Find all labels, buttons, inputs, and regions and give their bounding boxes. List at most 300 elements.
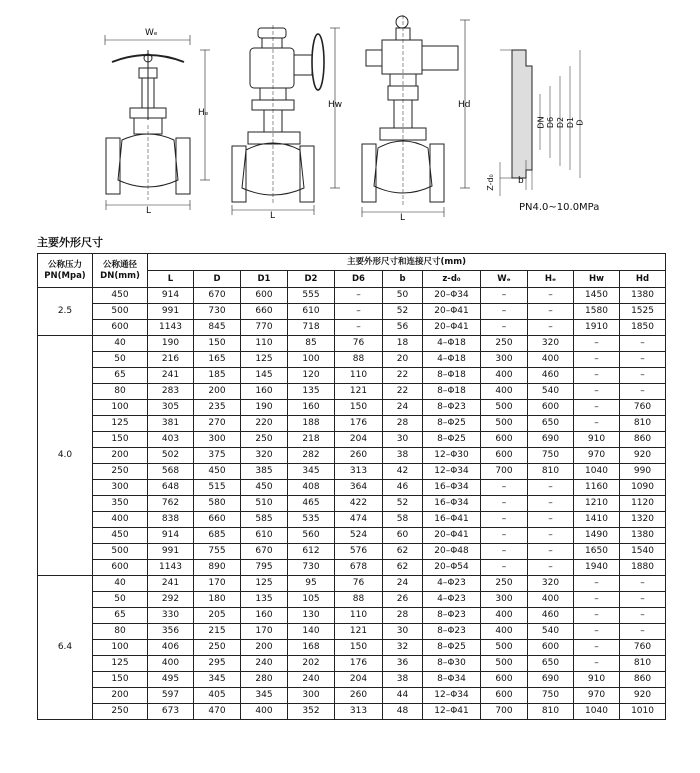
dim-dn-label: DN: [536, 116, 546, 129]
table-cell: 760: [620, 400, 666, 416]
table-cell: 38: [383, 672, 423, 688]
table-cell: 1450: [574, 288, 620, 304]
column-header: D1: [241, 271, 288, 288]
table-cell: 100: [288, 352, 335, 368]
table-cell: 235: [194, 400, 241, 416]
table-cell: 176: [335, 656, 383, 672]
table-cell: 188: [288, 416, 335, 432]
table-cell: 991: [148, 544, 194, 560]
table-row: [38, 624, 666, 640]
table-cell: –: [574, 656, 620, 672]
table-cell: –: [528, 480, 574, 496]
table-cell: 160: [241, 384, 288, 400]
table-cell: 300: [194, 432, 241, 448]
table-cell: 406: [148, 640, 194, 656]
table-cell: 50: [383, 288, 423, 304]
table-cell: –: [481, 320, 528, 336]
dim-d1-label: D1: [566, 116, 576, 129]
table-cell: 760: [620, 640, 666, 656]
column-header: D6: [335, 271, 383, 288]
table-cell: 690: [528, 432, 574, 448]
table-row: [38, 288, 666, 304]
header-group: 主要外形尺寸和连接尺寸(mm): [148, 254, 666, 271]
table-cell: –: [574, 608, 620, 624]
table-cell: 810: [528, 464, 574, 480]
table-cell: 555: [288, 288, 335, 304]
table-cell: 4–Φ18: [423, 352, 481, 368]
table-cell: 22: [383, 384, 423, 400]
table-cell: 216: [148, 352, 194, 368]
table-cell: 597: [148, 688, 194, 704]
pressure-cell: 4.0: [38, 336, 93, 576]
table-cell: –: [481, 480, 528, 496]
table-cell: 920: [620, 448, 666, 464]
table-cell: 673: [148, 704, 194, 720]
table-row: [38, 688, 666, 704]
table-cell: 300: [481, 352, 528, 368]
table-cell: 76: [335, 336, 383, 352]
table-cell: 600: [528, 640, 574, 656]
table-cell: 890: [194, 560, 241, 576]
table-cell: 500: [481, 640, 528, 656]
table-cell: 600: [93, 560, 148, 576]
dim-d6-label: D6: [546, 116, 556, 129]
table-cell: 500: [481, 656, 528, 672]
table-cell: 1910: [574, 320, 620, 336]
electric-valve-drawing: [362, 15, 470, 217]
table-cell: 40: [93, 336, 148, 352]
table-cell: 576: [335, 544, 383, 560]
table-cell: 292: [148, 592, 194, 608]
table-cell: 1410: [574, 512, 620, 528]
table-row: [38, 352, 666, 368]
table-cell: 110: [335, 368, 383, 384]
table-cell: 12–Φ30: [423, 448, 481, 464]
table-cell: 1120: [620, 496, 666, 512]
table-cell: –: [574, 576, 620, 592]
table-cell: 150: [194, 336, 241, 352]
table-cell: 200: [93, 688, 148, 704]
table-row: [38, 400, 666, 416]
table-cell: 8–Φ23: [423, 400, 481, 416]
table-cell: 422: [335, 496, 383, 512]
column-header: z-d₀: [423, 271, 481, 288]
table-cell: 135: [241, 592, 288, 608]
table-cell: 95: [288, 576, 335, 592]
pressure-cell: 2.5: [38, 288, 93, 336]
table-cell: –: [574, 384, 620, 400]
table-cell: 4–Φ23: [423, 576, 481, 592]
table-cell: 718: [288, 320, 335, 336]
table-cell: 650: [528, 416, 574, 432]
table-cell: 474: [335, 512, 383, 528]
table-cell: 300: [288, 688, 335, 704]
table-cell: 1580: [574, 304, 620, 320]
table-cell: –: [528, 496, 574, 512]
table-cell: –: [620, 336, 666, 352]
table-cell: 990: [620, 464, 666, 480]
table-cell: –: [574, 352, 620, 368]
table-cell: 1010: [620, 704, 666, 720]
table-cell: 350: [93, 496, 148, 512]
table-cell: 650: [528, 656, 574, 672]
table-row: [38, 416, 666, 432]
table-cell: 100: [93, 400, 148, 416]
dim-hd-label: Hd: [458, 100, 471, 110]
column-header: L: [148, 271, 194, 288]
table-cell: 400: [148, 656, 194, 672]
table-cell: 612: [288, 544, 335, 560]
table-cell: 320: [528, 336, 574, 352]
table-row: [38, 432, 666, 448]
table-cell: –: [481, 304, 528, 320]
table-cell: 140: [288, 624, 335, 640]
table-cell: 515: [194, 480, 241, 496]
table-cell: 48: [383, 704, 423, 720]
table-cell: 910: [574, 672, 620, 688]
table-cell: 170: [241, 624, 288, 640]
table-cell: –: [574, 416, 620, 432]
table-row: [38, 496, 666, 512]
table-cell: 600: [481, 688, 528, 704]
table-cell: 12–Φ41: [423, 704, 481, 720]
table-cell: 1210: [574, 496, 620, 512]
table-cell: 400: [481, 608, 528, 624]
table-cell: 168: [288, 640, 335, 656]
table-cell: 260: [335, 688, 383, 704]
table-cell: 460: [528, 368, 574, 384]
table-row: [38, 640, 666, 656]
table-cell: 470: [194, 704, 241, 720]
table-cell: 52: [383, 496, 423, 512]
table-cell: 450: [194, 464, 241, 480]
table-row: [38, 544, 666, 560]
table-cell: 165: [194, 352, 241, 368]
column-header: D2: [288, 271, 335, 288]
table-cell: 105: [288, 592, 335, 608]
table-cell: 524: [335, 528, 383, 544]
table-cell: 8–Φ25: [423, 432, 481, 448]
table-cell: 190: [148, 336, 194, 352]
table-cell: –: [574, 624, 620, 640]
table-cell: –: [620, 368, 666, 384]
table-cell: 220: [241, 416, 288, 432]
table-cell: 121: [335, 384, 383, 400]
table-cell: 80: [93, 384, 148, 400]
table-cell: 810: [528, 704, 574, 720]
table-cell: 200: [194, 384, 241, 400]
table-cell: 385: [241, 464, 288, 480]
table-cell: 240: [241, 656, 288, 672]
table-cell: 130: [288, 608, 335, 624]
table-cell: 20–Φ41: [423, 304, 481, 320]
table-cell: –: [528, 288, 574, 304]
table-cell: –: [620, 592, 666, 608]
table-row: [38, 528, 666, 544]
table-cell: 145: [241, 368, 288, 384]
table-row: [38, 320, 666, 336]
table-cell: 648: [148, 480, 194, 496]
table-cell: 8–Φ23: [423, 608, 481, 624]
table-cell: 313: [335, 464, 383, 480]
handwheel-valve-drawing: [105, 35, 210, 210]
table-cell: 85: [288, 336, 335, 352]
table-row: [38, 576, 666, 592]
table-cell: 600: [481, 672, 528, 688]
table-cell: 295: [194, 656, 241, 672]
table-cell: –: [574, 640, 620, 656]
table-cell: 160: [288, 400, 335, 416]
table-cell: 450: [93, 288, 148, 304]
column-header: Hd: [620, 271, 666, 288]
table-cell: 12–Φ34: [423, 464, 481, 480]
table-cell: 678: [335, 560, 383, 576]
table-cell: 30: [383, 624, 423, 640]
table-cell: –: [620, 576, 666, 592]
table-cell: 20: [383, 352, 423, 368]
table-cell: 280: [241, 672, 288, 688]
table-cell: 762: [148, 496, 194, 512]
table-cell: 755: [194, 544, 241, 560]
table-cell: 241: [148, 368, 194, 384]
table-cell: 313: [335, 704, 383, 720]
table-cell: 8–Φ23: [423, 624, 481, 640]
table-cell: –: [574, 592, 620, 608]
table-row: [38, 384, 666, 400]
dim-l-label-3: L: [400, 213, 406, 223]
table-cell: 40: [93, 576, 148, 592]
table-cell: 26: [383, 592, 423, 608]
table-cell: 690: [528, 672, 574, 688]
dim-d2-label: D2: [556, 116, 566, 129]
table-cell: –: [574, 368, 620, 384]
table-row: [38, 512, 666, 528]
column-header: D: [194, 271, 241, 288]
table-cell: 1380: [620, 288, 666, 304]
table-cell: 991: [148, 304, 194, 320]
table-cell: 500: [481, 400, 528, 416]
table-cell: 52: [383, 304, 423, 320]
table-cell: –: [481, 496, 528, 512]
table-cell: 185: [194, 368, 241, 384]
table-cell: 20–Φ34: [423, 288, 481, 304]
table-cell: 540: [528, 384, 574, 400]
table-cell: 1650: [574, 544, 620, 560]
table-cell: 56: [383, 320, 423, 336]
dim-d-label: D: [575, 119, 585, 126]
table-cell: 150: [93, 432, 148, 448]
table-cell: 400: [528, 592, 574, 608]
table-cell: 730: [194, 304, 241, 320]
table-cell: 65: [93, 608, 148, 624]
table-cell: 400: [481, 384, 528, 400]
table-cell: 400: [481, 624, 528, 640]
table-cell: 38: [383, 448, 423, 464]
table-cell: 24: [383, 400, 423, 416]
table-cell: 330: [148, 608, 194, 624]
table-cell: 42: [383, 464, 423, 480]
table-cell: 4–Φ23: [423, 592, 481, 608]
table-cell: 44: [383, 688, 423, 704]
table-cell: 20–Φ48: [423, 544, 481, 560]
table-cell: 1850: [620, 320, 666, 336]
table-cell: 405: [194, 688, 241, 704]
table-cell: 535: [288, 512, 335, 528]
table-cell: 568: [148, 464, 194, 480]
table-cell: 204: [335, 672, 383, 688]
table-row: [38, 464, 666, 480]
table-cell: 12–Φ34: [423, 688, 481, 704]
table-cell: 495: [148, 672, 194, 688]
table-cell: 16–Φ41: [423, 512, 481, 528]
table-cell: 345: [241, 688, 288, 704]
header-pn: 公称压力 PN(Mpa): [38, 254, 93, 288]
table-cell: 8–Φ30: [423, 656, 481, 672]
header-dn: 公称通径 DN(mm): [93, 254, 148, 288]
table-cell: 320: [528, 576, 574, 592]
table-cell: 1525: [620, 304, 666, 320]
table-cell: 580: [194, 496, 241, 512]
table-cell: 28: [383, 608, 423, 624]
table-cell: 970: [574, 448, 620, 464]
table-cell: 400: [241, 704, 288, 720]
table-cell: 240: [288, 672, 335, 688]
table-cell: –: [335, 320, 383, 336]
table-cell: 403: [148, 432, 194, 448]
table-cell: 750: [528, 688, 574, 704]
table-cell: 356: [148, 624, 194, 640]
table-cell: 910: [574, 432, 620, 448]
table-cell: 670: [194, 288, 241, 304]
table-cell: 305: [148, 400, 194, 416]
table-cell: 18: [383, 336, 423, 352]
table-cell: 600: [481, 448, 528, 464]
table-cell: 125: [241, 576, 288, 592]
table-cell: 730: [288, 560, 335, 576]
table-cell: 28: [383, 416, 423, 432]
table-cell: 215: [194, 624, 241, 640]
table-cell: 845: [194, 320, 241, 336]
valve-drawings: [0, 0, 700, 230]
table-cell: 540: [528, 624, 574, 640]
table-cell: –: [335, 304, 383, 320]
table-cell: 30: [383, 432, 423, 448]
table-cell: 400: [528, 352, 574, 368]
table-cell: 200: [93, 448, 148, 464]
table-cell: 20–Φ41: [423, 528, 481, 544]
table-cell: 16–Φ34: [423, 480, 481, 496]
table-cell: 100: [93, 640, 148, 656]
table-cell: 46: [383, 480, 423, 496]
table-cell: 36: [383, 656, 423, 672]
table-cell: –: [481, 512, 528, 528]
table-cell: 250: [93, 464, 148, 480]
table-cell: 8–Φ25: [423, 640, 481, 656]
table-cell: 160: [241, 608, 288, 624]
table-cell: 110: [335, 608, 383, 624]
dim-l-label-1: L: [146, 206, 152, 216]
table-cell: 660: [194, 512, 241, 528]
table-cell: 205: [194, 608, 241, 624]
table-cell: 345: [288, 464, 335, 480]
table-cell: 660: [241, 304, 288, 320]
table-cell: 125: [93, 416, 148, 432]
dim-he-label: Hₑ: [198, 108, 209, 118]
table-cell: –: [528, 528, 574, 544]
table-cell: 1490: [574, 528, 620, 544]
table-cell: 8–Φ18: [423, 368, 481, 384]
table-cell: 460: [528, 608, 574, 624]
column-header: Hₑ: [528, 271, 574, 288]
table-cell: 20–Φ54: [423, 560, 481, 576]
table-row: [38, 656, 666, 672]
table-cell: 500: [93, 304, 148, 320]
table-row: [38, 336, 666, 352]
table-cell: –: [574, 336, 620, 352]
table-cell: 585: [241, 512, 288, 528]
table-cell: 22: [383, 368, 423, 384]
column-header: b: [383, 271, 423, 288]
table-cell: –: [620, 352, 666, 368]
table-cell: 24: [383, 576, 423, 592]
table-cell: 150: [93, 672, 148, 688]
table-body: [38, 288, 666, 720]
valve-drawings-svg: [0, 0, 700, 230]
table-cell: 795: [241, 560, 288, 576]
table-cell: 180: [194, 592, 241, 608]
table-cell: 914: [148, 288, 194, 304]
dim-hw-label: Hw: [328, 100, 343, 110]
table-cell: 120: [288, 368, 335, 384]
table-cell: 190: [241, 400, 288, 416]
table-cell: 381: [148, 416, 194, 432]
table-cell: 320: [241, 448, 288, 464]
table-row: [38, 704, 666, 720]
dimension-table: [37, 253, 666, 720]
table-cell: 400: [93, 512, 148, 528]
table-cell: 465: [288, 496, 335, 512]
table-cell: 810: [620, 416, 666, 432]
table-cell: 65: [93, 368, 148, 384]
table-cell: 770: [241, 320, 288, 336]
table-cell: –: [481, 560, 528, 576]
table-cell: 750: [528, 448, 574, 464]
table-cell: 810: [620, 656, 666, 672]
table-cell: 62: [383, 560, 423, 576]
table-cell: –: [481, 288, 528, 304]
table-cell: 1160: [574, 480, 620, 496]
table-cell: 364: [335, 480, 383, 496]
table-cell: 16–Φ34: [423, 496, 481, 512]
table-cell: 610: [241, 528, 288, 544]
table-cell: 250: [481, 336, 528, 352]
table-cell: 202: [288, 656, 335, 672]
table-cell: 204: [335, 432, 383, 448]
table-cell: 914: [148, 528, 194, 544]
table-cell: –: [574, 400, 620, 416]
table-cell: 500: [93, 544, 148, 560]
table-row: [38, 480, 666, 496]
table-cell: 1320: [620, 512, 666, 528]
section-title: 主要外形尺寸: [37, 236, 103, 249]
gearbox-valve-drawing: [232, 25, 343, 215]
table-cell: 50: [93, 592, 148, 608]
table-cell: –: [528, 304, 574, 320]
table-cell: –: [620, 384, 666, 400]
table-cell: 860: [620, 672, 666, 688]
table-row: [38, 560, 666, 576]
table-cell: 80: [93, 624, 148, 640]
